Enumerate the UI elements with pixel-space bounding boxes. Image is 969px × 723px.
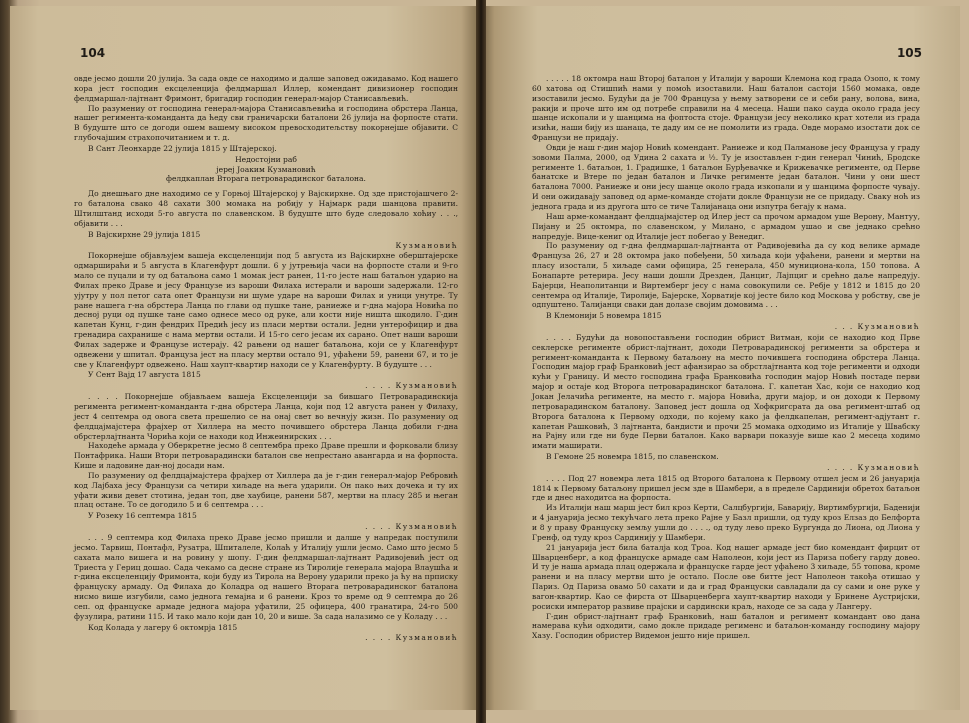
place-date-line: В Гемоне 25 новемра 1815, по славенском.: [546, 452, 719, 462]
letter-paragraph: По разумениу от господина генерал-мајора Станисављевића и господина обрстера Ланца, нашег регимента-команданта да ћеду сви граничарски баталони 26 јулија на форпосте стати. В будуште што се догоди ошем вашему високом превосходитељству покорнејше објавити. С глубочајшим страхопочитанием и т. д.: [74, 103, 458, 143]
left-page-number: 104: [80, 46, 106, 60]
letter-paragraph: . . . 9 септемра код Филаха преко Драве јесмо пришли и далше у напредак поступили јесмо. Тарвиш, Понтафл, Рузатра, Шпиталеле, Колаћ у Италију ушли јесмо. Само што јесмо 5 сахата мало вишега и на ровину у шопу. Г-дин фелдмаршал-лајтнант Радивојевић јест од Триеста у Гериц дошао. Сада чекамо са десне стране из Тиролије генерала мајора Влаушћа и г-дина ексцеленцију Фримонта, који буду из Тирола на Верону ударили преко ја ћу на прписку француску армаду. Од Филаха до Коладра од нашего Вторага петроварадинског баталона нисмо више изгубили, само једнога гемајна и 6 ранени. Кроз то време од 9 септемра до 26 сеп. од француске армаде једнога мајора уфатили, 25 офицера, 400 гранатира, 24-го 500 фузулира, ратини 115. И тако мало који дан 10, 20 и више. За сада налазимо се у Коладу . . .: [74, 532, 458, 621]
place-date-line: В Клемонији 5 новемра 1815: [546, 311, 662, 321]
letter-paragraph: 21 јануарија јест била баталја код Троа. Код нашег армаде јест био комендант фирцит от Шварценберг, а код француске армаде сам Наполеон, који јест из Париза побегу гарду довео. И ту је наша армада плац одержала и француске гарде јест уфаћено 3 хиљаде, 55 топова, кроме ранени и на пласу мертви што је остало. После ове битте јест Наполеон такођа отишао у Париз. Од Париза овамо 50 сахати и да и град Француски савладали да су сами и оне руке у вагон-квартир. Као се фирста от Шварценберга хаупт-квартир находи у Бринене Аустријски, росиски император развиве прајски и сардински краљ, находе се за сада у Лангеру.: [532, 542, 920, 611]
place-date-line: У Сент Вајд 17 августа 1815: [88, 370, 201, 380]
place-date-line: Код Колада у лагеру 6 октомрја 1815: [88, 622, 238, 632]
right-page-number: 105: [896, 46, 922, 60]
left-page: [10, 6, 480, 710]
signature-block-line: јереј Јоаким Кузмановић: [216, 164, 316, 174]
signature: Кузмановић: [395, 240, 458, 250]
signature: . . . Кузмановић: [834, 322, 920, 332]
letter-paragraph: До днешњаго дне находимо се у Горњој Штајерској у Вајскирхне. Од зде пристојашчего 2-го баталона свако 48 сахати 300 момака на робију у Најмарк ради шанцова правити. Штилштанд исходи 5-го августа по славенском. В будуште што буде следовало хоћиу . . ., објавити . . .: [74, 189, 458, 228]
signature: . . . . Кузмановић: [365, 381, 458, 391]
letter-paragraph: . . . . Под 27 новемра лета 1815 од Второго баталона к Первому отшел јесм и 26 јануарија 1814 к Первому батаљону пришел јесм зде в Шамбери, а в пределе Сардинији обретох батаљон где и днес находитса на форпоста.: [532, 473, 920, 503]
letter-paragraph: . . . . Будући да новопостављени господин обрист Витман, који се находио код Прве секлерске регименте обрист-лајтнант, доходи Петроварадинској регименти за обрстера и регимент-команданта к Первому батаљону на место почившега господина обрстера Ланца. Господин мајор граф Бранковић јест афанзирао за обрстлајтнанта код тоје регименти и одходи кући у Границу. И место господина графа Бранковића господин мајор Новић постаде перви мајор и остаје код Второга петроварадинског баталона. Г. капетан Хас, који се находио код Јокан Јелачића регименте, на место г. мајора Новића, други мајор, и он доходи к Первому петроварадинском баталону. Заповед јест дошла од Хофкригсрата да ова регимент-штаб од Второга баталона к Первому одходи, по којему како ја фелдкапелан, регимент-адјутант г. капетан Рашковић, 3 лајтнанта, бандисти и прочи 25 момака одходимо из Италије у Швабску на Рајну или где ни буде Перви баталон. Како варвари показује више као 2 месеца ходимо имати маширати.: [532, 332, 920, 451]
letter-paragraph: овде јесмо дошли 20 јулија. За сада овде се находимо и далше заповед ожидавамо. Код нашего кора јест господин ексцеленција фелдмаршал Иллер, комендант дивизионер господин фелдмаршал-лајтнант Фримонт, бригадир господин генерал-мајор Станисављевић.: [74, 74, 458, 103]
signature: . . . . Кузмановић: [827, 462, 920, 472]
letter-paragraph: По разумениу од г-дна фелдмаршал-лајтнанта от Радивојевића да су код велике армаде Француза 26, 27 и 28 октомра јако побеђени, 50 хиљада који уфаћени, ранени и мертви на пласу изостали, 5 хиљаде сами официра, 25 генерала, 450 мунициона-кола, 150 топова. А Бонапарте ретерира. Јесу наши дошли Дрезден, Данциг, Лајпциг и срећно даље напредују. Бајерци, Неаполитанци и Виртемберг јесу с нама совокупили се. Ребје у 1812 и 1815 до 20 сентемра од Италије, Тиролије, Бајерске, Хорватије кој јесте било код Москова у робству, све је одпуштено. Талијанци сваки дан долазе својим домовима . . .: [532, 241, 920, 310]
letter-paragraph: . . . . Покорнејше објављаем вашеја Ексцеленцији за бившаго Петроварадинскија регимента регимент-команданта г-дна обрстера Ланца, који под 12 августа ранен у Филаху, јест 4 септемра од овога света прешелио се на онај свет во вечнују жизн. По разумениу од фелдцајмајстера фрајхер от Хиллера на место почившего обрстера Ланца добили г-дна обрстерлајтнанта Чорића који се находи код Инжеинирских . . .: [74, 392, 458, 441]
book-gutter: [476, 0, 486, 723]
letter-paragraph: Из Италији наш марш јест бил кроз Керти, Салцбургији, Баварију, Виртимбургији, Баденији и 4 јануарија јесмо текућчаго лета преко Рајне у Базл пришли, од туду кроз Елзаз до Белфорта и 8 у праву Француску земљу ушли до . . . ., од туду лево преко Бургунда до Лиона, од Лиона у Гренф, од туду кроз Сардинију у Шамбери.: [532, 503, 920, 542]
place-date-line: У Розеку 16 септемра 1815: [88, 511, 197, 521]
signature: . . . . Кузмановић: [365, 522, 458, 532]
letter-paragraph: Наш арме-командант фелдцајмајстер од Илер јест са прочом армадом уше Верону, Мантуу, Пијану и 25 октомра, по славенском, у Милано, с армадом ушао и све једнако срећно напредује. Вице-кениг од Италије јест побегао у Венедиг.: [532, 211, 920, 241]
letter-paragraph: Овди је наш г-дин мајор Новић комендант. Раниеже и код Палманове јесу Француза у граду зовоми Палма, 2000, од Удина 2 сахата и ½. Ту је изостављен г-дин генерал Чинић, Бродске регименте 1. батаљон, 1. Градишке, 1 батаљон Бурђевачке и Крижевачке регименте, од Перве банатске и Втере по један баталон и Личке регименте један баталон. Чини у они шест баталона 7000. Раниеже и они јесу шанце около града изкопали и у шанцима форпосте чувају. И они ожидавају заповед од арме-команде стојати докле Французи не се придаду. Сваку ноћ из једнога града и из другога што се тиче Талијанаца они изпутра бегају к нама.: [532, 142, 920, 211]
letter-paragraph: Покорнејше објављујем вашеја ексцеленцији под 5 августа из Вајскирхне оберштајерске одмаршираћи и 5 августа в Клагенфурт дошли. 6 у јутрењија часи на форпосте стали и 9-го мало се пуцали и ту од батаљона само 1 момак јест ранен, 11-го јесте наш батаљон ударио на Филах преко Драве и јесу Французе из вароши Филаха истерали и вароши задержали. 12-го ујутру у пол петог сата опет Французи ни шуме ударе на вароши Филах и уници унутре. Ту ране нашега г-на обрстера Ланца по глави од пушке тане, раниеже и г-дна мајора Новића по десној руци од пушке тане само однесе месо од руке, али кости није ништа шкодило. Г-дин капетан Кунц, г-дин фендрих Предић јесу из пласи мертви остали. Једни унтерофицир и два гренадира сахранише с нама мертви остали. И 15-го сего јесам их сарано. Опет наши вароши Филах задерже и Французе истерају. 42 рањени од нашег батаљона, који се у Клагенфурт одвежени у шпитал. Француза јест на пласу мертви остало 91, уфаћени 59, ранени 67, и то је све у Клагенфурт одвежено. Наш хаупт-квартир находи се у Клагенфурту. В будуште . . .: [74, 251, 458, 369]
right-page-text: [480, 74, 960, 641]
letter-paragraph: . . . . . 18 октомра наш Второј баталон у Италији у вароши Клемона код града Озопо, к тому 60 хатова од Стишпић нами у помоћ изоставили. Наш баталон састоји 1560 момака, овде изоставили јесмо. Будући да је 700 Француза у њему затворени се и себи рану, волова, вина, ракији и проче што им од потребе справили на 4 месеца. Наши пако сауда около града јесу шанце ископали и у шанцима на фоптоста стоје. Французи јесу неколико крат хотели из града изићи, наши бију из шанаца, те даду им се не помолити из града. Овде морамо изостати док се Французи не придају.: [532, 74, 920, 143]
signature-block-line: фелдкаплан Вторага петроварадинског баталона.: [166, 174, 366, 184]
left-page-text: [10, 74, 480, 644]
letter-paragraph: Г-дин обрист-лајтнант граф Бранковић, наш баталон и регимент командант ово дана намерава кући одходити, само докле придаде регименс и батаљон-команду господину мајору Хазу. Господин обристер Видемон јешто није пришел.: [532, 611, 920, 641]
signature: . . . . Кузмановић: [365, 633, 458, 643]
place-date-line: В Сант Леонхарде 22 јулија 1815 у Штајерској.: [88, 143, 277, 153]
place-date-line: В Вајскирхне 29 јулија 1815: [88, 229, 201, 239]
right-page: [480, 6, 960, 710]
signature-block-line: Недостојни раб: [235, 154, 297, 164]
letter-paragraph: Находеће армада у Оберкретне јесмо 8 септембра преко Драве прешли и форковали близу Понтафрика. Наши Втори петроварадински баталон све непрестано авангарда и на форпоста. Кише и ладовине дан-ној досади нам.: [74, 441, 458, 471]
letter-paragraph: По разумениу од фелдцајмајстера фрајхер от Хиллера да је г-дин генерал-мајор Ребровић код Лајбаха јесу Французи са четири хиљаде на њега ударили. Он пако њих дочека и ту их уфати живи девет стотина, један топ, две хаубице, ранени 587, мертви на пласу 285 и његан плац остане. То се догодило 5 и 6 септемра . . .: [74, 470, 458, 510]
